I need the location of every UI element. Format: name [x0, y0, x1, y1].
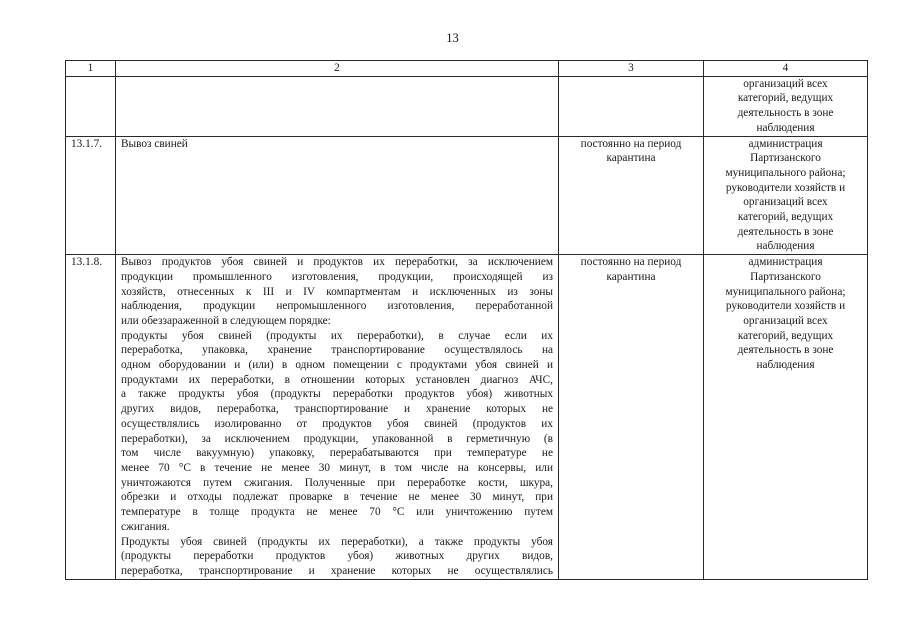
text-line: деятельность в зоне: [737, 344, 834, 357]
action-cell: [116, 76, 559, 136]
text-line: том числе вакуумную) упаковку, перерабатываются при температуре не: [121, 447, 553, 460]
text-line: постоянно на период: [580, 137, 682, 150]
row-number: 13.1.7.: [66, 136, 116, 255]
text-line: муниципального района;: [725, 285, 846, 298]
text-line: продуктами их переработки, в отношении которых установлен диагноз АЧС,: [121, 373, 553, 386]
table-row-continuation: [66, 76, 868, 136]
measures-table: [65, 60, 868, 580]
text-line: осуществлялись изолированно от продуктов убоя свиней (продуктов их: [121, 417, 553, 430]
table-row-13-1-7: [66, 136, 868, 255]
text-line: а также продукты убоя (продукты переработки продуктов убоя) животных: [121, 388, 553, 401]
text-line: Партизанского: [750, 152, 821, 165]
responsible-cell: [704, 255, 868, 579]
text-line: сжигания.: [121, 520, 170, 533]
text-line: деятельность в зоне: [737, 225, 834, 238]
responsible-cell: [704, 76, 868, 136]
text-line: наблюдения: [756, 121, 815, 134]
text-line: администрация: [748, 256, 823, 269]
text-line: деятельность в зоне: [737, 107, 834, 120]
text-line: (продукты переработки продуктов убоя) животных других видов,: [121, 550, 553, 563]
text-line: обрезки и отходы подлежат проварке в течение не менее 30 минут, при: [121, 491, 553, 504]
text-line: наблюдения, продукции непромышленного изготовления, переработанной: [121, 300, 553, 313]
text-line: продукты убоя свиней (продукты их переработки), в случае если их: [121, 329, 553, 342]
text-line: руководители хозяйств и: [725, 181, 846, 194]
text-line: Партизанского: [750, 270, 821, 283]
text-line: муниципального района;: [725, 166, 846, 179]
text-line: категорий, ведущих: [737, 329, 834, 342]
text-line: Вывоз продуктов убоя свиней и продуктов их переработки, за исключением: [121, 256, 553, 269]
text-line: организаций всех: [743, 314, 828, 327]
text-line: Вывоз свиней: [121, 137, 188, 150]
row-number: [66, 76, 116, 136]
header-cell-2: 2: [116, 61, 559, 77]
action-cell: [116, 136, 559, 255]
text-line: карантина: [606, 270, 656, 283]
row-number: 13.1.8.: [66, 255, 116, 579]
text-line: руководители хозяйств и: [725, 300, 846, 313]
text-line: организаций всех: [743, 196, 828, 209]
text-line: переработка, транспортирование и хранение которых не осуществлялись: [121, 564, 553, 577]
text-line: категорий, ведущих: [737, 211, 834, 224]
text-line: наблюдения: [756, 359, 815, 372]
header-cell-4: 4: [704, 61, 868, 77]
text-line: или обеззараженной в следующем порядке:: [121, 314, 331, 327]
text-line: переработки), за исключением продукции, упакованной в герметичную (в: [121, 432, 553, 445]
header-cell-1: 1: [66, 61, 116, 77]
text-line: других видов, переработка, транспортирование и хранение которых не: [121, 403, 553, 416]
text-line: хозяйств, отнесенных к III и IV компартментам и исключенных из зоны: [121, 285, 553, 298]
table-row-13-1-8: [66, 255, 868, 579]
term-cell: [559, 255, 704, 579]
text-line: организаций всех: [743, 77, 828, 90]
action-cell: [116, 255, 559, 579]
text-line: переработка, упаковка, хранение транспортирование осуществлялось на: [121, 344, 553, 357]
text-line: уничтожаются путем сжигания. Полученные при переработке кости, шкура,: [121, 476, 553, 489]
text-line: продукции промышленного изготовления, продукции, происходящей из: [121, 270, 553, 283]
text-line: наблюдения: [756, 240, 815, 253]
text-line: Продукты убоя свиней (продукты их переработки), а также продукты убоя: [121, 535, 553, 548]
term-cell: [559, 136, 704, 255]
header-cell-3: 3: [559, 61, 704, 77]
text-line: температуре в толще продукта не менее 70 °С или уничтожению путем: [121, 506, 553, 519]
text-line: постоянно на период: [580, 256, 682, 269]
text-line: администрация: [748, 137, 823, 150]
text-line: одном оборудовании и (или) в одном помещении с продуктами убоя свиней и: [121, 359, 553, 372]
responsible-cell: [704, 136, 868, 255]
text-line: карантина: [606, 152, 656, 165]
term-cell: [559, 76, 704, 136]
text-line: категорий, ведущих: [737, 92, 834, 105]
table-header-row: [66, 61, 868, 77]
text-line: менее 70 °С в течение не менее 30 минут, в том числе на консервы, или: [121, 461, 553, 474]
page-number: 13: [446, 31, 459, 45]
